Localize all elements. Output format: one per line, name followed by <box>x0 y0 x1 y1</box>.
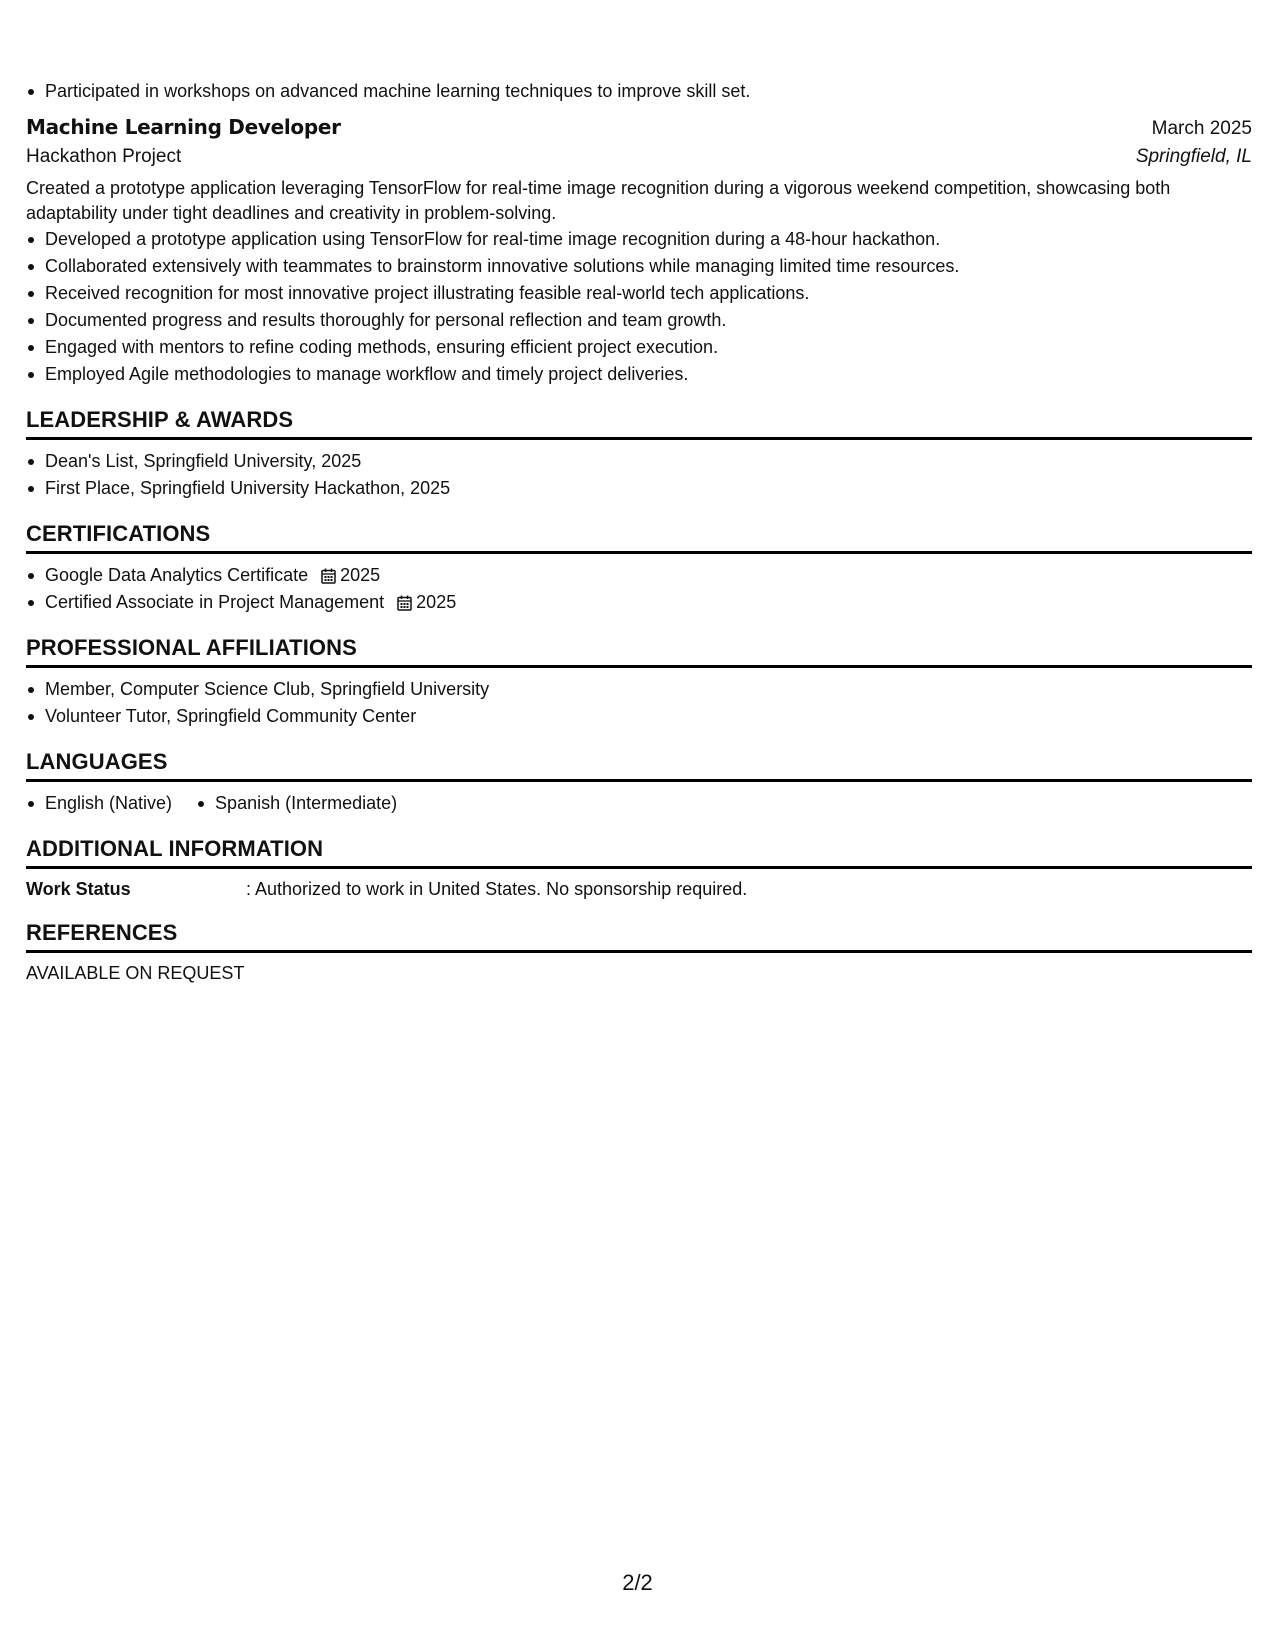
certification-name: Certified Associate in Project Management <box>45 592 385 612</box>
affiliations-section <box>26 635 1252 730</box>
work-status-label: Work Status <box>26 879 131 899</box>
references-text: AVAILABLE ON REQUEST <box>26 963 245 983</box>
page-number: 2/2 <box>622 1570 653 1595</box>
certification-item <box>26 562 1252 589</box>
bullet-item: Received recognition for most innovative project illustrating feasible real-world tech applications. <box>26 280 1252 307</box>
languages-section <box>26 749 1252 817</box>
section-title-affiliations: PROFESSIONAL AFFILIATIONS <box>26 635 1252 668</box>
job-location: Springfield, IL <box>1135 146 1252 167</box>
leadership-section <box>26 407 1252 502</box>
bullet-item: Documented progress and results thoroughly for personal reflection and team growth. <box>26 307 1252 334</box>
leadership-list <box>26 448 1252 502</box>
bullet-item: Employed Agile methodologies to manage workflow and timely project deliveries. <box>26 361 1252 388</box>
previous-job-bullets <box>26 78 1252 105</box>
section-title-languages: LANGUAGES <box>26 749 1252 782</box>
language-item: English (Native) <box>26 790 172 817</box>
bullet-item: Engaged with mentors to refine coding methods, ensuring efficient project execution. <box>26 334 1252 361</box>
job-header <box>26 115 1252 140</box>
resume-page <box>26 78 1252 985</box>
section-title-leadership: LEADERSHIP & AWARDS <box>26 407 1252 440</box>
section-title-certifications: CERTIFICATIONS <box>26 521 1252 554</box>
job-title: Machine Learning Developer <box>26 115 341 139</box>
certification-item <box>26 589 1252 616</box>
calendar-icon <box>321 568 336 584</box>
certification-year: 2025 <box>416 592 457 612</box>
calendar-icon <box>397 595 412 611</box>
certification-name: Google Data Analytics Certificate <box>45 565 309 585</box>
certifications-section <box>26 521 1252 616</box>
job-entry <box>26 115 1252 388</box>
work-status-row <box>26 877 1252 901</box>
bullet-item: Collaborated extensively with teammates to brainstorm innovative solutions while managing limited time resources. <box>26 253 1252 280</box>
job-bullets <box>26 226 1252 388</box>
additional-info-section <box>26 836 1252 901</box>
affiliation-item: Member, Computer Science Club, Springfield University <box>26 676 1252 703</box>
section-title-additional: ADDITIONAL INFORMATION <box>26 836 1252 869</box>
job-organization: Hackathon Project <box>26 146 182 167</box>
award-item: First Place, Springfield University Hackathon, 2025 <box>26 475 1252 502</box>
affiliation-item: Volunteer Tutor, Springfield Community Center <box>26 703 1252 730</box>
languages-list <box>26 790 1252 817</box>
certifications-list <box>26 562 1252 616</box>
job-date: March 2025 <box>1151 118 1252 139</box>
bullet-item: Developed a prototype application using TensorFlow for real-time image recognition during a 48-hour hackathon. <box>26 226 1252 253</box>
affiliations-list <box>26 676 1252 730</box>
section-title-references: REFERENCES <box>26 920 1252 953</box>
job-subheader <box>26 146 1252 168</box>
award-item: Dean's List, Springfield University, 2025 <box>26 448 1252 475</box>
work-status-value: : Authorized to work in United States. No sponsorship required. <box>246 879 748 899</box>
language-item: Spanish (Intermediate) <box>196 790 397 817</box>
job-description: Created a prototype application leveraging TensorFlow for real-time image recognition during a vigorous weekend competition, showcasing both adaptability under tight deadlines and creativity in problem-solving. <box>26 178 1171 223</box>
references-section <box>26 920 1252 985</box>
certification-year: 2025 <box>340 565 381 585</box>
bullet-item: Participated in workshops on advanced machine learning techniques to improve skill set. <box>26 78 1252 105</box>
